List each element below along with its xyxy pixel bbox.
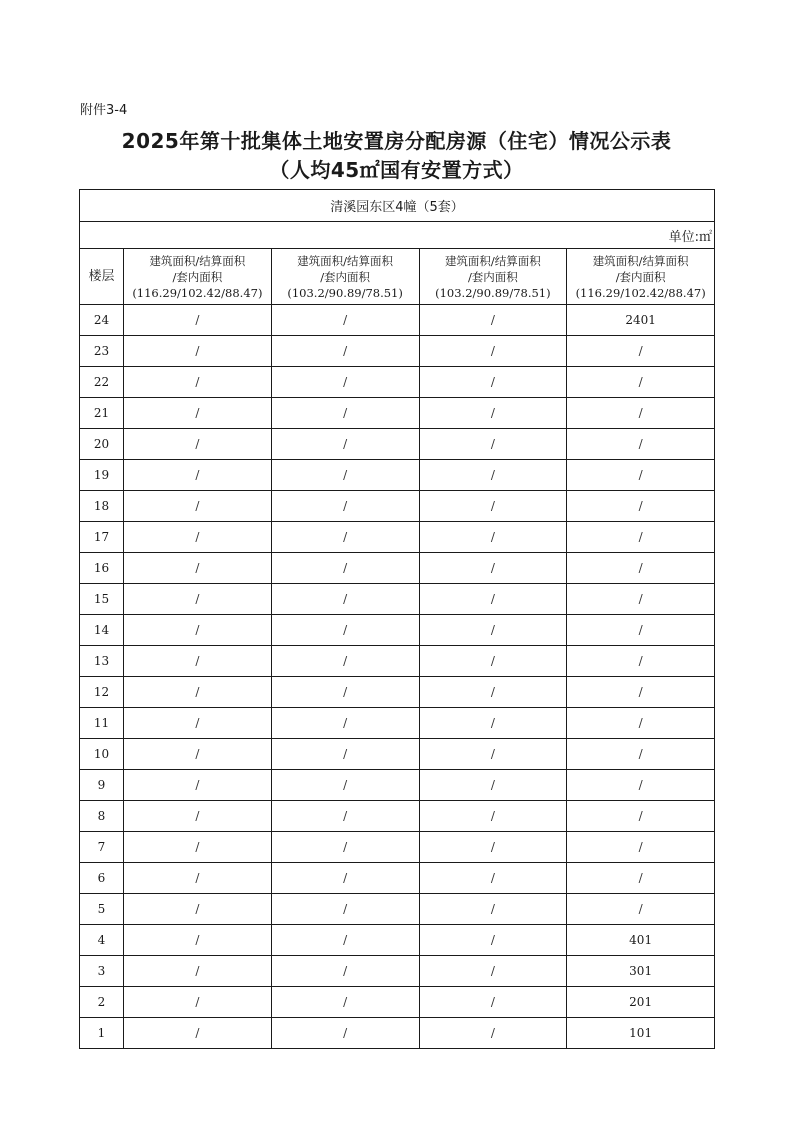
empty-unit-cell: / (567, 398, 715, 429)
unit-number-cell: 101 (567, 1018, 715, 1049)
column-header (567, 249, 715, 305)
table-row (80, 708, 715, 739)
building-row (80, 190, 715, 222)
empty-unit-cell: / (124, 491, 272, 522)
table-row (80, 398, 715, 429)
floor-cell: 14 (80, 615, 124, 646)
table-row (80, 832, 715, 863)
table-row (80, 336, 715, 367)
floor-cell: 10 (80, 739, 124, 770)
empty-unit-cell: / (271, 677, 419, 708)
floor-cell: 6 (80, 863, 124, 894)
empty-unit-cell: / (271, 708, 419, 739)
empty-unit-cell: / (567, 739, 715, 770)
table-row (80, 460, 715, 491)
empty-unit-cell: / (271, 832, 419, 863)
empty-unit-cell: / (567, 677, 715, 708)
empty-unit-cell: / (271, 336, 419, 367)
column-header-areas: (103.2/90.89/78.51) (435, 285, 551, 300)
empty-unit-cell: / (419, 801, 567, 832)
empty-unit-cell: / (419, 770, 567, 801)
floor-cell: 24 (80, 305, 124, 336)
empty-unit-cell: / (124, 956, 272, 987)
housing-allocation-table (79, 189, 715, 1049)
table-row (80, 677, 715, 708)
empty-unit-cell: / (419, 615, 567, 646)
column-header-line: 建筑面积/结算面积 (444, 253, 541, 268)
document-title: 2025年第十批集体土地安置房分配房源（住宅）情况公示表 (121, 129, 672, 153)
column-header (419, 249, 567, 305)
floor-cell: 2 (80, 987, 124, 1018)
empty-unit-cell: / (124, 522, 272, 553)
empty-unit-cell: / (124, 460, 272, 491)
floor-cell: 5 (80, 894, 124, 925)
table-row (80, 801, 715, 832)
empty-unit-cell: / (271, 1018, 419, 1049)
empty-unit-cell: / (567, 584, 715, 615)
empty-unit-cell: / (124, 863, 272, 894)
empty-unit-cell: / (124, 739, 272, 770)
floor-cell: 21 (80, 398, 124, 429)
floor-cell: 4 (80, 925, 124, 956)
table-row (80, 863, 715, 894)
empty-unit-cell: / (271, 553, 419, 584)
unit-number-cell: 401 (567, 925, 715, 956)
empty-unit-cell: / (124, 987, 272, 1018)
empty-unit-cell: / (567, 491, 715, 522)
floor-cell: 23 (80, 336, 124, 367)
empty-unit-cell: / (419, 305, 567, 336)
empty-unit-cell: / (419, 956, 567, 987)
table-row (80, 646, 715, 677)
column-header-line: 建筑面积/结算面积 (297, 253, 394, 268)
empty-unit-cell: / (567, 894, 715, 925)
floor-cell: 16 (80, 553, 124, 584)
empty-unit-cell: / (271, 770, 419, 801)
empty-unit-cell: / (419, 832, 567, 863)
column-header-line: /套内面积 (615, 269, 666, 284)
floor-cell: 13 (80, 646, 124, 677)
empty-unit-cell: / (124, 894, 272, 925)
floor-cell: 7 (80, 832, 124, 863)
empty-unit-cell: / (124, 615, 272, 646)
empty-unit-cell: / (419, 367, 567, 398)
empty-unit-cell: / (124, 925, 272, 956)
column-header-areas: (103.2/90.89/78.51) (287, 285, 403, 300)
empty-unit-cell: / (271, 584, 419, 615)
table-row (80, 1018, 715, 1049)
empty-unit-cell: / (124, 367, 272, 398)
table-row (80, 956, 715, 987)
empty-unit-cell: / (271, 491, 419, 522)
table-row (80, 739, 715, 770)
empty-unit-cell: / (124, 305, 272, 336)
attachment-label: 附件3-4 (80, 103, 128, 118)
empty-unit-cell: / (567, 553, 715, 584)
unit-number-cell: 301 (567, 956, 715, 987)
column-header (271, 249, 419, 305)
table-row (80, 925, 715, 956)
empty-unit-cell: / (567, 832, 715, 863)
empty-unit-cell: / (567, 708, 715, 739)
empty-unit-cell: / (419, 522, 567, 553)
unit-number-cell: 2401 (567, 305, 715, 336)
empty-unit-cell: / (419, 553, 567, 584)
empty-unit-cell: / (124, 429, 272, 460)
table-row (80, 987, 715, 1018)
floor-cell: 22 (80, 367, 124, 398)
floor-cell: 3 (80, 956, 124, 987)
column-header-areas: (116.29/102.42/88.47) (132, 285, 263, 300)
empty-unit-cell: / (271, 894, 419, 925)
empty-unit-cell: / (567, 336, 715, 367)
table-row (80, 553, 715, 584)
floor-cell: 20 (80, 429, 124, 460)
empty-unit-cell: / (567, 863, 715, 894)
empty-unit-cell: / (567, 770, 715, 801)
empty-unit-cell: / (271, 367, 419, 398)
header-row (80, 249, 715, 305)
empty-unit-cell: / (419, 739, 567, 770)
floor-cell: 1 (80, 1018, 124, 1049)
empty-unit-cell: / (124, 832, 272, 863)
empty-unit-cell: / (419, 677, 567, 708)
floor-cell: 17 (80, 522, 124, 553)
empty-unit-cell: / (271, 987, 419, 1018)
empty-unit-cell: / (567, 460, 715, 491)
floor-header: 楼层 (80, 249, 124, 305)
empty-unit-cell: / (271, 305, 419, 336)
floor-cell: 12 (80, 677, 124, 708)
empty-unit-cell: / (271, 429, 419, 460)
empty-unit-cell: / (419, 1018, 567, 1049)
floor-cell: 9 (80, 770, 124, 801)
unit-number-cell: 201 (567, 987, 715, 1018)
table-row (80, 491, 715, 522)
empty-unit-cell: / (271, 863, 419, 894)
column-header-line: /套内面积 (320, 269, 371, 284)
empty-unit-cell: / (567, 646, 715, 677)
empty-unit-cell: / (124, 398, 272, 429)
table-row (80, 770, 715, 801)
floor-cell: 19 (80, 460, 124, 491)
empty-unit-cell: / (124, 336, 272, 367)
unit-row (80, 222, 715, 249)
empty-unit-cell: / (124, 584, 272, 615)
empty-unit-cell: / (271, 460, 419, 491)
empty-unit-cell: / (124, 770, 272, 801)
empty-unit-cell: / (419, 336, 567, 367)
floor-cell: 18 (80, 491, 124, 522)
empty-unit-cell: / (419, 987, 567, 1018)
empty-unit-cell: / (419, 646, 567, 677)
empty-unit-cell: / (271, 398, 419, 429)
empty-unit-cell: / (124, 1018, 272, 1049)
empty-unit-cell: / (419, 925, 567, 956)
empty-unit-cell: / (271, 646, 419, 677)
empty-unit-cell: / (271, 956, 419, 987)
column-header-line: /套内面积 (172, 269, 223, 284)
empty-unit-cell: / (419, 584, 567, 615)
empty-unit-cell: / (419, 894, 567, 925)
empty-unit-cell: / (419, 460, 567, 491)
empty-unit-cell: / (124, 677, 272, 708)
table-row (80, 429, 715, 460)
empty-unit-cell: / (124, 801, 272, 832)
empty-unit-cell: / (419, 398, 567, 429)
document-subtitle: （人均45㎡国有安置方式） (269, 158, 524, 182)
empty-unit-cell: / (124, 708, 272, 739)
table-row (80, 615, 715, 646)
empty-unit-cell: / (419, 708, 567, 739)
empty-unit-cell: / (124, 646, 272, 677)
column-header-line: 建筑面积/结算面积 (592, 253, 689, 268)
floor-cell: 8 (80, 801, 124, 832)
column-header-line: 建筑面积/结算面积 (149, 253, 246, 268)
column-header-areas: (116.29/102.42/88.47) (575, 285, 706, 300)
empty-unit-cell: / (567, 801, 715, 832)
table-row (80, 522, 715, 553)
empty-unit-cell: / (271, 615, 419, 646)
floor-cell: 11 (80, 708, 124, 739)
table-row (80, 305, 715, 336)
empty-unit-cell: / (271, 522, 419, 553)
floor-cell: 15 (80, 584, 124, 615)
empty-unit-cell: / (271, 739, 419, 770)
unit-note: 单位:㎡ (80, 222, 715, 249)
empty-unit-cell: / (419, 863, 567, 894)
building-name: 清溪园东区4幢（5套） (80, 190, 715, 222)
empty-unit-cell: / (567, 522, 715, 553)
column-header-line: /套内面积 (467, 269, 518, 284)
empty-unit-cell: / (124, 553, 272, 584)
empty-unit-cell: / (567, 615, 715, 646)
empty-unit-cell: / (419, 429, 567, 460)
column-header (124, 249, 272, 305)
table-row (80, 584, 715, 615)
empty-unit-cell: / (419, 491, 567, 522)
empty-unit-cell: / (567, 429, 715, 460)
empty-unit-cell: / (271, 801, 419, 832)
table-row (80, 894, 715, 925)
empty-unit-cell: / (271, 925, 419, 956)
table-row (80, 367, 715, 398)
empty-unit-cell: / (567, 367, 715, 398)
